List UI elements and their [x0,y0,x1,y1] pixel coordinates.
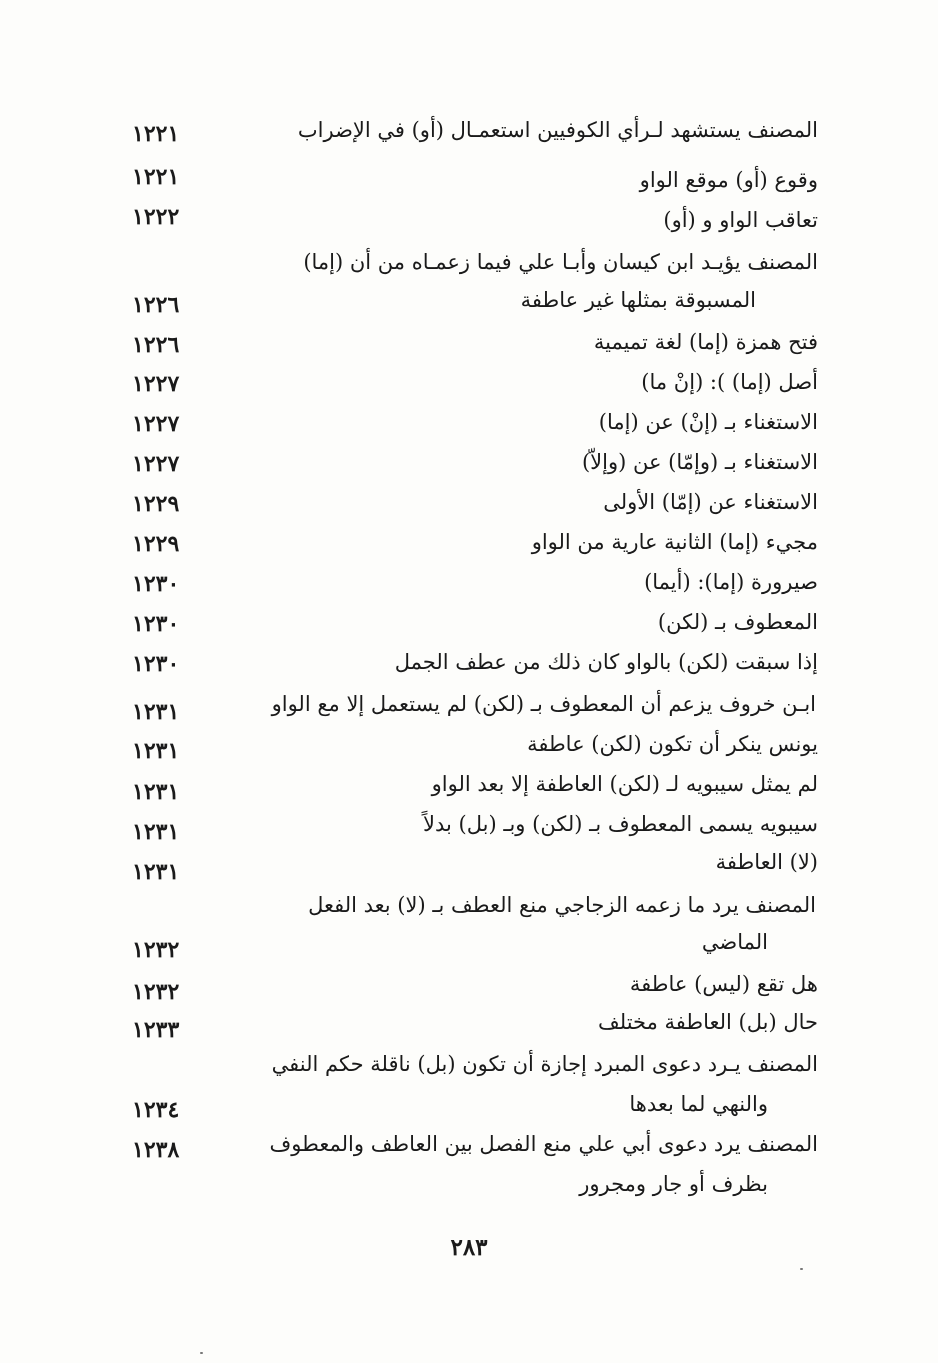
index-entry-text: تعاقب الواو و (أو) [663,208,818,232]
index-entry-page: ١٢٢٦ [132,332,180,358]
index-entry-page: ١٢٢٧ [132,371,180,397]
index-entry-page: ١٢٣٢ [132,979,180,1005]
index-entry-page: ١٢٣١ [132,699,180,725]
index-entry-page: ١٢٣٠ [132,571,180,597]
index-entry-page: ١٢٢٩ [132,531,180,557]
index-entry-page: ١٢٢٩ [132,491,180,517]
index-entry-text: المسبوقة بمثلها غير عاطفة [520,288,756,312]
index-entry-page: ١٢٢١ [132,164,180,190]
index-entry-page: ١٢٣٠ [132,611,180,637]
index-entry-page: ١٢٣١ [132,819,180,845]
index-entry-text: سيبويه يسمى المعطوف بـ (لكن) وبـ (بل) بدلاً [422,812,818,836]
index-entry-text: يونس ينكر أن تكون (لكن) عاطفة [527,732,818,756]
page-number: ٢٨٣ [450,1234,488,1261]
index-entry-page: ١٢٣١ [132,738,180,764]
index-entry-text: المصنف يـرد دعوى المبرد إجازة أن تكون (بل) ناقلة حكم النفي [271,1052,818,1076]
index-entry-text: المصنف يستشهد لـرأي الكوفيين استعمـال (أو) في الإضراب [297,118,818,142]
index-entry-page: ١٢٢٧ [132,451,180,477]
index-entry-text: هل تقع (ليس) عاطفة [629,972,818,996]
index-entry-text: أصل (إما) ): (إنْ ما) [641,370,818,394]
index-entry-page: ١٢٢٢ [132,204,180,230]
index-entry-text: (لا) العاطفة [715,850,818,874]
index-entry-text: بظرف أو جار ومجرور [579,1172,768,1196]
index-entry-page: ١٢٣١ [132,859,180,885]
index-entry-page: ١٢٣٠ [132,651,180,677]
index-entry-text: الماضي [701,930,768,954]
index-entry-page: ١٢٣٨ [132,1137,180,1163]
index-entry-page: ١٢٢١ [132,121,180,147]
index-entry-text: والنهي لما بعدها [629,1092,768,1116]
scan-speck [200,1352,203,1354]
index-entry-text: لم يمثل سيبويه لـ (لكن) العاطفة إلا بعد الواو [431,772,818,796]
index-entry-page: ١٢٣١ [132,779,180,805]
index-entry-text: وقوع (أو) موقع الواو [639,168,818,192]
index-entry-text: إذا سبقت (لكن) بالواو كان ذلك من عطف الجمل [394,650,818,674]
index-entry-text: الاستغناء بـ (إنْ) عن (إما) [598,410,818,434]
index-entry-text: فتح همزة (إما) لغة تميمية [593,330,818,354]
index-entry-page: ١٢٣٣ [132,1017,180,1043]
scan-speck [800,1268,803,1270]
index-entry-text: الاستغناء بـ (وإمّا) عن (وإلاّ) [581,450,818,474]
index-entry-text: صيرورة (إما): (أيما) [644,570,818,594]
index-entry-page: ١٢٣٤ [132,1097,180,1123]
index-entry-text: حال (بل) العاطفة مختلف [598,1010,818,1034]
index-entry-text: المعطوف بـ (لكن) [657,610,818,634]
index-entry-text: المصنف يرد ما زعمه الزجاجي منع العطف بـ (لا) بعد الفعل [308,893,816,917]
index-entry-text: الاستغناء عن (إمّا) الأولى [603,490,818,514]
index-entry-page: ١٢٢٦ [132,292,180,318]
index-entry-text: ابـن خروف يزعم أن المعطوف بـ (لكن) لم يستعمل إلا مع الواو [271,692,816,716]
index-entry-page: ١٢٣٢ [132,937,180,963]
index-entry-text: المصنف يرد دعوى أبي علي منع الفصل بين العاطف والمعطوف [269,1132,818,1156]
index-entry-page: ١٢٢٧ [132,411,180,437]
index-entry-text: مجيء (إما) الثانية عارية من الواو [531,530,818,554]
index-entry-text: المصنف يؤيـد ابن كيسان وأبـا علي فيما زعمـاه من أن (إما) [303,250,818,274]
